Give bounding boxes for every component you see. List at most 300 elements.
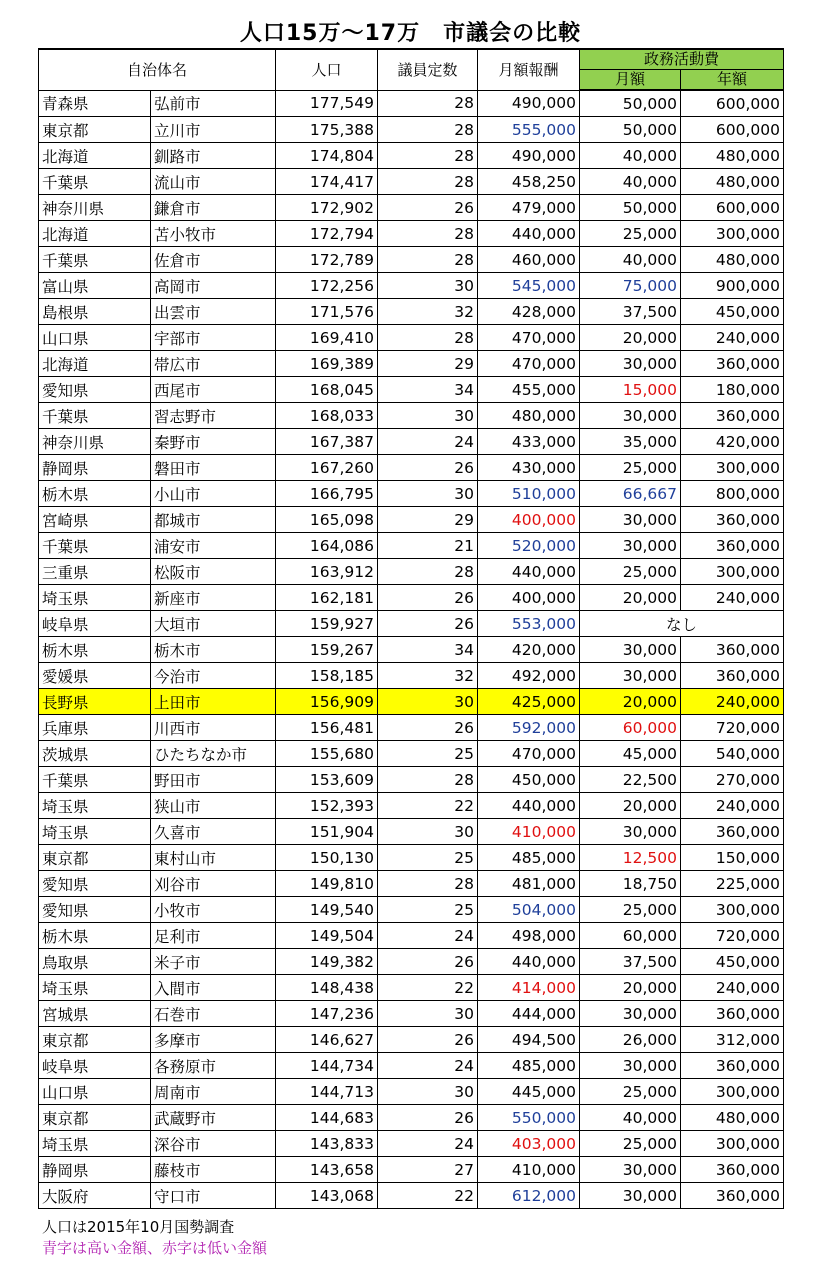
seats-cell: 34 (378, 637, 478, 663)
fee-annual-cell: 720,000 (681, 715, 784, 741)
city-cell: 足利市 (151, 923, 276, 949)
fee-monthly-cell: 30,000 (580, 1157, 681, 1183)
city-cell: 松阪市 (151, 559, 276, 585)
fee-annual-cell: 360,000 (681, 1053, 784, 1079)
table-body (39, 90, 784, 1209)
table-row (39, 221, 784, 247)
population-cell: 151,904 (276, 819, 378, 845)
seats-cell: 26 (378, 1027, 478, 1053)
table-row (39, 143, 784, 169)
monthly-pay-cell: 440,000 (478, 221, 580, 247)
fee-annual-cell: 720,000 (681, 923, 784, 949)
city-cell: 流山市 (151, 169, 276, 195)
monthly-pay-cell: 592,000 (478, 715, 580, 741)
population-cell: 156,909 (276, 689, 378, 715)
seats-cell: 28 (378, 143, 478, 169)
fee-monthly-cell: 40,000 (580, 143, 681, 169)
city-cell: 弘前市 (151, 90, 276, 117)
fee-annual-cell: 240,000 (681, 689, 784, 715)
population-cell: 146,627 (276, 1027, 378, 1053)
city-cell: 久喜市 (151, 819, 276, 845)
city-cell: 鎌倉市 (151, 195, 276, 221)
monthly-pay-cell: 455,000 (478, 377, 580, 403)
table-row (39, 169, 784, 195)
fee-annual-cell: 240,000 (681, 793, 784, 819)
population-cell: 143,833 (276, 1131, 378, 1157)
table-row (39, 429, 784, 455)
fee-monthly-cell: 50,000 (580, 117, 681, 143)
prefecture-cell: 北海道 (39, 221, 151, 247)
city-cell: 川西市 (151, 715, 276, 741)
population-cell: 159,267 (276, 637, 378, 663)
fee-annual-cell: 300,000 (681, 1131, 784, 1157)
table-row (39, 1001, 784, 1027)
population-cell: 172,902 (276, 195, 378, 221)
city-cell: 栃木市 (151, 637, 276, 663)
header-municipality: 自治体名 (39, 49, 276, 90)
monthly-pay-cell: 470,000 (478, 351, 580, 377)
population-cell: 150,130 (276, 845, 378, 871)
fee-monthly-cell: 25,000 (580, 1131, 681, 1157)
prefecture-cell: 東京都 (39, 845, 151, 871)
monthly-pay-cell: 612,000 (478, 1183, 580, 1209)
table-row (39, 1027, 784, 1053)
monthly-pay-cell: 420,000 (478, 637, 580, 663)
city-cell: 西尾市 (151, 377, 276, 403)
monthly-pay-cell: 425,000 (478, 689, 580, 715)
monthly-pay-cell: 485,000 (478, 1053, 580, 1079)
fee-monthly-cell: 60,000 (580, 715, 681, 741)
city-cell: 上田市 (151, 689, 276, 715)
prefecture-cell: 東京都 (39, 1027, 151, 1053)
prefecture-cell: 千葉県 (39, 247, 151, 273)
population-cell: 175,388 (276, 117, 378, 143)
population-cell: 144,734 (276, 1053, 378, 1079)
seats-cell: 30 (378, 273, 478, 299)
header-population: 人口 (276, 49, 378, 90)
fee-annual-cell: 300,000 (681, 455, 784, 481)
monthly-pay-cell: 555,000 (478, 117, 580, 143)
prefecture-cell: 富山県 (39, 273, 151, 299)
city-cell: 立川市 (151, 117, 276, 143)
fee-monthly-cell: 20,000 (580, 325, 681, 351)
population-cell: 153,609 (276, 767, 378, 793)
fee-annual-cell: 480,000 (681, 247, 784, 273)
monthly-pay-cell: 480,000 (478, 403, 580, 429)
seats-cell: 28 (378, 117, 478, 143)
header-monthly-pay: 月額報酬 (478, 49, 580, 90)
fee-annual-cell: 360,000 (681, 663, 784, 689)
city-cell: 石巻市 (151, 1001, 276, 1027)
population-cell: 147,236 (276, 1001, 378, 1027)
monthly-pay-cell: 494,500 (478, 1027, 580, 1053)
city-cell: 都城市 (151, 507, 276, 533)
table-row (39, 403, 784, 429)
fee-annual-cell: 360,000 (681, 1001, 784, 1027)
prefecture-cell: 大阪府 (39, 1183, 151, 1209)
monthly-pay-cell: 403,000 (478, 1131, 580, 1157)
fee-monthly-cell: 75,000 (580, 273, 681, 299)
monthly-pay-cell: 504,000 (478, 897, 580, 923)
monthly-pay-cell: 445,000 (478, 1079, 580, 1105)
fee-annual-cell: 480,000 (681, 143, 784, 169)
fee-monthly-cell: 30,000 (580, 533, 681, 559)
population-cell: 152,393 (276, 793, 378, 819)
seats-cell: 32 (378, 299, 478, 325)
city-cell: 多摩市 (151, 1027, 276, 1053)
monthly-pay-cell: 410,000 (478, 1157, 580, 1183)
monthly-pay-cell: 550,000 (478, 1105, 580, 1131)
seats-cell: 30 (378, 1079, 478, 1105)
population-cell: 168,033 (276, 403, 378, 429)
fee-monthly-cell: 30,000 (580, 819, 681, 845)
population-cell: 169,410 (276, 325, 378, 351)
prefecture-cell: 愛知県 (39, 871, 151, 897)
city-cell: 小山市 (151, 481, 276, 507)
table-row (39, 585, 784, 611)
fee-annual-cell: 420,000 (681, 429, 784, 455)
fee-monthly-cell: 30,000 (580, 1001, 681, 1027)
monthly-pay-cell: 490,000 (478, 90, 580, 117)
seats-cell: 24 (378, 1053, 478, 1079)
seats-cell: 28 (378, 767, 478, 793)
city-cell: 狭山市 (151, 793, 276, 819)
table-row (39, 247, 784, 273)
city-cell: 佐倉市 (151, 247, 276, 273)
prefecture-cell: 埼玉県 (39, 1131, 151, 1157)
monthly-pay-cell: 450,000 (478, 767, 580, 793)
table-row (39, 1105, 784, 1131)
prefecture-cell: 岐阜県 (39, 611, 151, 637)
prefecture-cell: 栃木県 (39, 923, 151, 949)
fee-annual-cell: 240,000 (681, 975, 784, 1001)
table-row (39, 455, 784, 481)
population-cell: 167,260 (276, 455, 378, 481)
seats-cell: 28 (378, 871, 478, 897)
prefecture-cell: 千葉県 (39, 169, 151, 195)
fee-annual-cell: 360,000 (681, 351, 784, 377)
fee-monthly-cell: 20,000 (580, 585, 681, 611)
population-cell: 156,481 (276, 715, 378, 741)
fee-annual-cell: 300,000 (681, 559, 784, 585)
fee-annual-cell: 360,000 (681, 819, 784, 845)
monthly-pay-cell: 498,000 (478, 923, 580, 949)
fee-annual-cell: 360,000 (681, 533, 784, 559)
prefecture-cell: 北海道 (39, 351, 151, 377)
fee-monthly-cell: 30,000 (580, 1053, 681, 1079)
prefecture-cell: 茨城県 (39, 741, 151, 767)
population-cell: 174,417 (276, 169, 378, 195)
fee-monthly-cell: 26,000 (580, 1027, 681, 1053)
population-cell: 172,789 (276, 247, 378, 273)
header-fee-monthly: 月額 (580, 70, 681, 91)
population-cell: 149,810 (276, 871, 378, 897)
fee-annual-cell: 240,000 (681, 325, 784, 351)
fee-annual-cell: 312,000 (681, 1027, 784, 1053)
seats-cell: 25 (378, 741, 478, 767)
table-row (39, 1183, 784, 1209)
population-cell: 155,680 (276, 741, 378, 767)
seats-cell: 28 (378, 221, 478, 247)
population-cell: 159,927 (276, 611, 378, 637)
table-row (39, 299, 784, 325)
table-row (39, 90, 784, 117)
fee-annual-cell: 450,000 (681, 299, 784, 325)
comparison-table (38, 48, 784, 1209)
header-activity-fee: 政務活動費 (580, 49, 784, 70)
seats-cell: 28 (378, 169, 478, 195)
fee-monthly-cell: 20,000 (580, 975, 681, 1001)
prefecture-cell: 愛媛県 (39, 663, 151, 689)
prefecture-cell: 千葉県 (39, 767, 151, 793)
page-title: 人口15万～17万 市議会の比較 (239, 21, 582, 46)
population-cell: 172,256 (276, 273, 378, 299)
city-cell: 武蔵野市 (151, 1105, 276, 1131)
fee-annual-cell: 180,000 (681, 377, 784, 403)
prefecture-cell: 長野県 (39, 689, 151, 715)
city-cell: 深谷市 (151, 1131, 276, 1157)
prefecture-cell: 山口県 (39, 1079, 151, 1105)
fee-annual-cell: 450,000 (681, 949, 784, 975)
prefecture-cell: 宮城県 (39, 1001, 151, 1027)
seats-cell: 30 (378, 1001, 478, 1027)
seats-cell: 28 (378, 90, 478, 117)
fee-monthly-cell: 66,667 (580, 481, 681, 507)
population-cell: 143,068 (276, 1183, 378, 1209)
city-cell: 周南市 (151, 1079, 276, 1105)
city-cell: 東村山市 (151, 845, 276, 871)
monthly-pay-cell: 400,000 (478, 507, 580, 533)
prefecture-cell: 静岡県 (39, 1157, 151, 1183)
population-cell: 158,185 (276, 663, 378, 689)
city-cell: 高岡市 (151, 273, 276, 299)
table-row (39, 949, 784, 975)
seats-cell: 22 (378, 975, 478, 1001)
population-cell: 177,549 (276, 90, 378, 117)
seats-cell: 26 (378, 611, 478, 637)
population-cell: 171,576 (276, 299, 378, 325)
prefecture-cell: 島根県 (39, 299, 151, 325)
fee-monthly-cell: 25,000 (580, 455, 681, 481)
population-cell: 168,045 (276, 377, 378, 403)
fee-annual-cell: 270,000 (681, 767, 784, 793)
fee-annual-cell: 300,000 (681, 221, 784, 247)
fee-monthly-cell: 45,000 (580, 741, 681, 767)
seats-cell: 25 (378, 845, 478, 871)
seats-cell: 28 (378, 325, 478, 351)
fee-annual-cell: 800,000 (681, 481, 784, 507)
fee-monthly-cell: 37,500 (580, 949, 681, 975)
fee-monthly-cell: 50,000 (580, 90, 681, 117)
monthly-pay-cell: 440,000 (478, 793, 580, 819)
population-cell: 166,795 (276, 481, 378, 507)
city-cell: 藤枝市 (151, 1157, 276, 1183)
prefecture-cell: 千葉県 (39, 533, 151, 559)
city-cell: 各務原市 (151, 1053, 276, 1079)
seats-cell: 28 (378, 247, 478, 273)
table-row (39, 871, 784, 897)
prefecture-cell: 宮崎県 (39, 507, 151, 533)
header-seats: 議員定数 (378, 49, 478, 90)
table-row (39, 351, 784, 377)
fee-monthly-cell: 30,000 (580, 351, 681, 377)
table-row (39, 689, 784, 715)
population-cell: 163,912 (276, 559, 378, 585)
fee-monthly-cell: 30,000 (580, 663, 681, 689)
table-row (39, 767, 784, 793)
seats-cell: 26 (378, 585, 478, 611)
prefecture-cell: 神奈川県 (39, 429, 151, 455)
fee-monthly-cell: 15,000 (580, 377, 681, 403)
monthly-pay-cell: 410,000 (478, 819, 580, 845)
table-row (39, 1131, 784, 1157)
population-cell: 144,713 (276, 1079, 378, 1105)
seats-cell: 30 (378, 481, 478, 507)
table-row (39, 481, 784, 507)
seats-cell: 26 (378, 455, 478, 481)
prefecture-cell: 埼玉県 (39, 585, 151, 611)
monthly-pay-cell: 481,000 (478, 871, 580, 897)
seats-cell: 32 (378, 663, 478, 689)
monthly-pay-cell: 470,000 (478, 741, 580, 767)
population-cell: 149,540 (276, 897, 378, 923)
city-cell: 今治市 (151, 663, 276, 689)
monthly-pay-cell: 430,000 (478, 455, 580, 481)
population-cell: 165,098 (276, 507, 378, 533)
prefecture-cell: 青森県 (39, 90, 151, 117)
seats-cell: 28 (378, 559, 478, 585)
prefecture-cell: 東京都 (39, 117, 151, 143)
prefecture-cell: 東京都 (39, 1105, 151, 1131)
city-cell: 米子市 (151, 949, 276, 975)
monthly-pay-cell: 440,000 (478, 559, 580, 585)
table-row (39, 637, 784, 663)
population-cell: 143,658 (276, 1157, 378, 1183)
population-cell: 164,086 (276, 533, 378, 559)
fee-annual-cell: 540,000 (681, 741, 784, 767)
fee-annual-cell: 300,000 (681, 897, 784, 923)
table-row (39, 533, 784, 559)
prefecture-cell: 埼玉県 (39, 975, 151, 1001)
fee-monthly-cell: 35,000 (580, 429, 681, 455)
city-cell: 釧路市 (151, 143, 276, 169)
population-cell: 162,181 (276, 585, 378, 611)
table-row (39, 377, 784, 403)
table-row (39, 845, 784, 871)
seats-cell: 29 (378, 507, 478, 533)
fee-monthly-cell: 25,000 (580, 897, 681, 923)
fee-annual-cell: 600,000 (681, 195, 784, 221)
seats-cell: 34 (378, 377, 478, 403)
city-cell: 出雲市 (151, 299, 276, 325)
fee-annual-cell: 150,000 (681, 845, 784, 871)
monthly-pay-cell: 510,000 (478, 481, 580, 507)
city-cell: 帯広市 (151, 351, 276, 377)
prefecture-cell: 三重県 (39, 559, 151, 585)
fee-monthly-cell: 30,000 (580, 637, 681, 663)
table-row (39, 715, 784, 741)
monthly-pay-cell: 545,000 (478, 273, 580, 299)
monthly-pay-cell: 428,000 (478, 299, 580, 325)
prefecture-cell: 神奈川県 (39, 195, 151, 221)
table-row (39, 1079, 784, 1105)
seats-cell: 30 (378, 689, 478, 715)
fee-annual-cell: 600,000 (681, 117, 784, 143)
city-cell: 磐田市 (151, 455, 276, 481)
table-row (39, 325, 784, 351)
seats-cell: 22 (378, 1183, 478, 1209)
seats-cell: 29 (378, 351, 478, 377)
fee-monthly-cell: 30,000 (580, 507, 681, 533)
table-row (39, 663, 784, 689)
prefecture-cell: 埼玉県 (39, 819, 151, 845)
table-row (39, 819, 784, 845)
monthly-pay-cell: 458,250 (478, 169, 580, 195)
seats-cell: 27 (378, 1157, 478, 1183)
fee-monthly-cell: 20,000 (580, 793, 681, 819)
table-row (39, 1053, 784, 1079)
seats-cell: 26 (378, 949, 478, 975)
fee-monthly-cell: 37,500 (580, 299, 681, 325)
city-cell: 刈谷市 (151, 871, 276, 897)
fee-monthly-cell: 30,000 (580, 403, 681, 429)
fee-monthly-cell: 40,000 (580, 1105, 681, 1131)
fee-annual-cell: 360,000 (681, 1183, 784, 1209)
seats-cell: 24 (378, 923, 478, 949)
table-row (39, 507, 784, 533)
fee-monthly-cell: 40,000 (580, 247, 681, 273)
monthly-pay-cell: 553,000 (478, 611, 580, 637)
table-row (39, 793, 784, 819)
fee-annual-cell: 360,000 (681, 403, 784, 429)
monthly-pay-cell: 433,000 (478, 429, 580, 455)
fee-annual-cell: 600,000 (681, 90, 784, 117)
monthly-pay-cell: 400,000 (478, 585, 580, 611)
monthly-pay-cell: 490,000 (478, 143, 580, 169)
prefecture-cell: 栃木県 (39, 481, 151, 507)
fee-monthly-cell: 12,500 (580, 845, 681, 871)
seats-cell: 22 (378, 793, 478, 819)
fee-annual-cell: 225,000 (681, 871, 784, 897)
prefecture-cell: 岐阜県 (39, 1053, 151, 1079)
prefecture-cell: 愛知県 (39, 897, 151, 923)
fee-annual-cell: 360,000 (681, 637, 784, 663)
population-cell: 174,804 (276, 143, 378, 169)
population-cell: 148,438 (276, 975, 378, 1001)
city-cell: ひたちなか市 (151, 741, 276, 767)
activity-fee-none-cell: なし (580, 611, 784, 637)
monthly-pay-cell: 520,000 (478, 533, 580, 559)
fee-annual-cell: 300,000 (681, 1079, 784, 1105)
fee-annual-cell: 900,000 (681, 273, 784, 299)
city-cell: 新座市 (151, 585, 276, 611)
population-cell: 149,504 (276, 923, 378, 949)
seats-cell: 24 (378, 429, 478, 455)
header-fee-annual: 年額 (681, 70, 784, 91)
monthly-pay-cell: 460,000 (478, 247, 580, 273)
table-row (39, 559, 784, 585)
fee-annual-cell: 360,000 (681, 1157, 784, 1183)
prefecture-cell: 山口県 (39, 325, 151, 351)
seats-cell: 26 (378, 1105, 478, 1131)
table-row (39, 741, 784, 767)
population-cell: 172,794 (276, 221, 378, 247)
seats-cell: 30 (378, 819, 478, 845)
fee-monthly-cell: 25,000 (580, 1079, 681, 1105)
table-row (39, 273, 784, 299)
fee-annual-cell: 240,000 (681, 585, 784, 611)
city-cell: 守口市 (151, 1183, 276, 1209)
